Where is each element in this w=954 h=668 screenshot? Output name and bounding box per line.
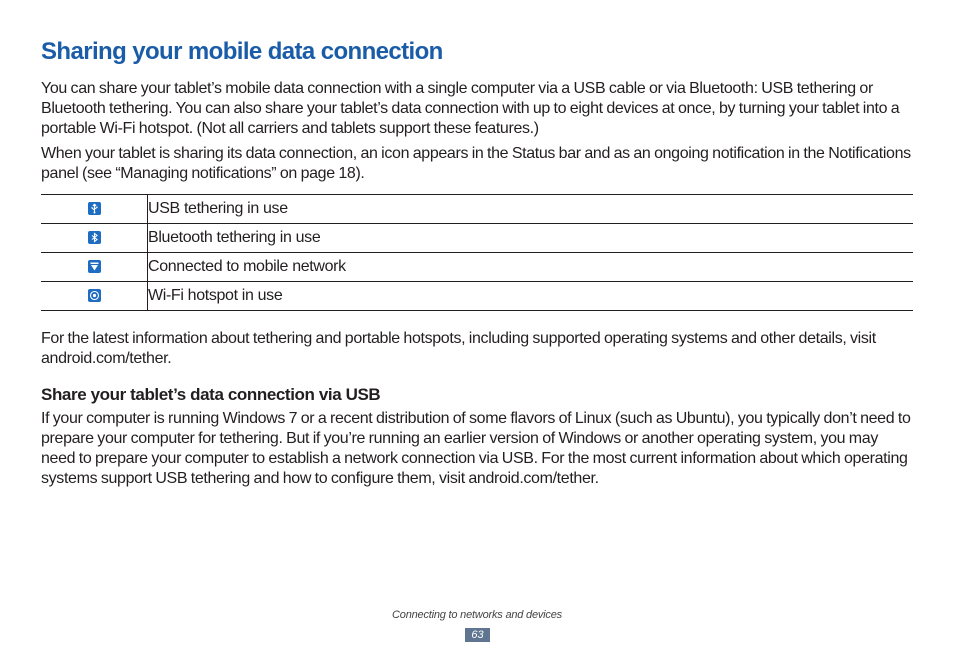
bluetooth-icon <box>88 231 101 244</box>
icon-table <box>41 194 913 311</box>
footer-section-name: Connecting to networks and devices <box>392 609 562 621</box>
page-title: Sharing your mobile data connection <box>41 38 443 65</box>
section-body: If your computer is running Windows 7 or a recent distribution of some flavors of Linux (such as Ubuntu), you typically don’t need to prepare your computer for tethering. But if you’re running an earlier version of Windows or another operating system, you may need to prepare your computer to establish a network connection via USB. For the most current information about which operating systems support USB tethering and how to configure them, visit android.com/tether. <box>41 410 911 487</box>
section-heading: Share your tablet’s data connection via USB <box>41 385 381 404</box>
wifi-hotspot-icon <box>88 289 101 302</box>
icon-description: Bluetooth tethering in use <box>148 224 914 253</box>
usb-icon <box>88 202 101 215</box>
table-row <box>41 224 913 253</box>
table-row <box>41 253 913 282</box>
page-number-badge: 63 <box>465 628 490 642</box>
table-row <box>41 195 913 224</box>
more-info-paragraph: For the latest information about tethering and portable hotspots, including supported operating systems and other details, visit android.com/tether. <box>41 330 876 367</box>
icon-description: Connected to mobile network <box>148 253 914 282</box>
icon-description: USB tethering in use <box>148 195 914 224</box>
intro-paragraph: You can share your tablet’s mobile data connection with a single computer via a USB cable or via Bluetooth: USB tethering or Bluetooth tethering. You can also share your tablet’s data connection with up to eight devices at once, by turning your tablet into a portable Wi-Fi hotspot. (Not all carriers and tablets support these features.) <box>41 80 900 137</box>
table-row <box>41 282 913 311</box>
mobile-network-icon <box>88 260 101 273</box>
icon-description: Wi-Fi hotspot in use <box>148 282 914 311</box>
status-icon-paragraph: When your tablet is sharing its data connection, an icon appears in the Status bar and as an ongoing notification in the Notifications panel (see “Managing notifications” on page 18). <box>41 145 911 182</box>
